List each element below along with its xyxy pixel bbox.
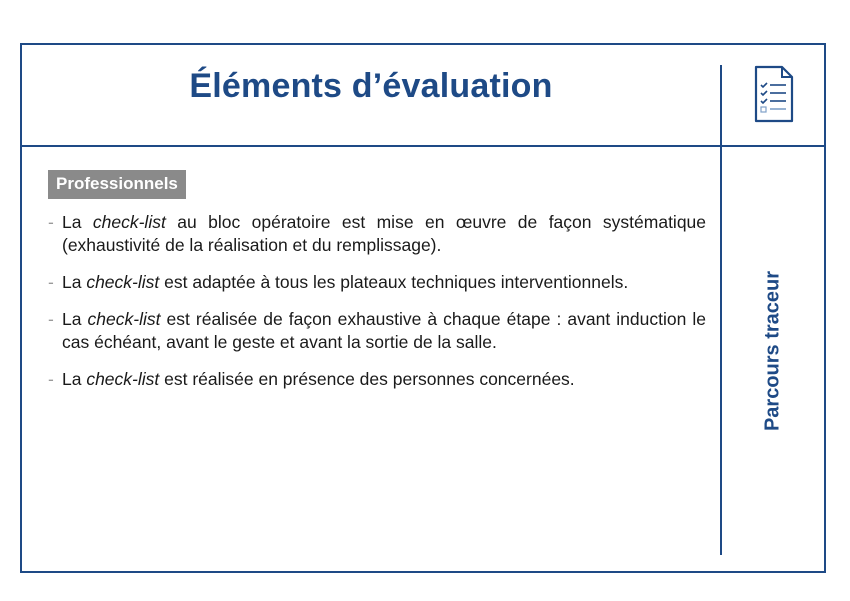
section-badge: Professionnels [48,170,186,199]
criteria-item: - La check-list au bloc opératoire est mise en œuvre de façon systématique (exhaustivité de la réalisation et du remplissage). [46,211,706,257]
side-label-text: Parcours traceur [761,270,784,432]
criteria-item: - La check-list est réalisée de façon exhaustive à chaque étape : avant induction le cas échéant, avant le geste et avant la sortie de la salle. [46,308,706,354]
emphasis-term: check-list [87,309,161,329]
evaluation-content [46,170,706,405]
header-divider [22,145,824,147]
emphasis-term: check-list [92,212,166,232]
criteria-item: - La check-list est adaptée à tous les plateaux techniques interventionnels. [46,271,706,294]
emphasis-term: check-list [86,369,160,389]
criteria-item: - La check-list est réalisée en présence des personnes concernées. [46,368,706,391]
evaluation-card [20,43,826,573]
checklist-document-icon [742,63,804,127]
criteria-list [46,211,706,391]
emphasis-term: check-list [86,272,160,292]
card-title: Éléments d’évaluation [189,67,553,105]
side-label [722,147,824,555]
card-header [22,45,824,145]
